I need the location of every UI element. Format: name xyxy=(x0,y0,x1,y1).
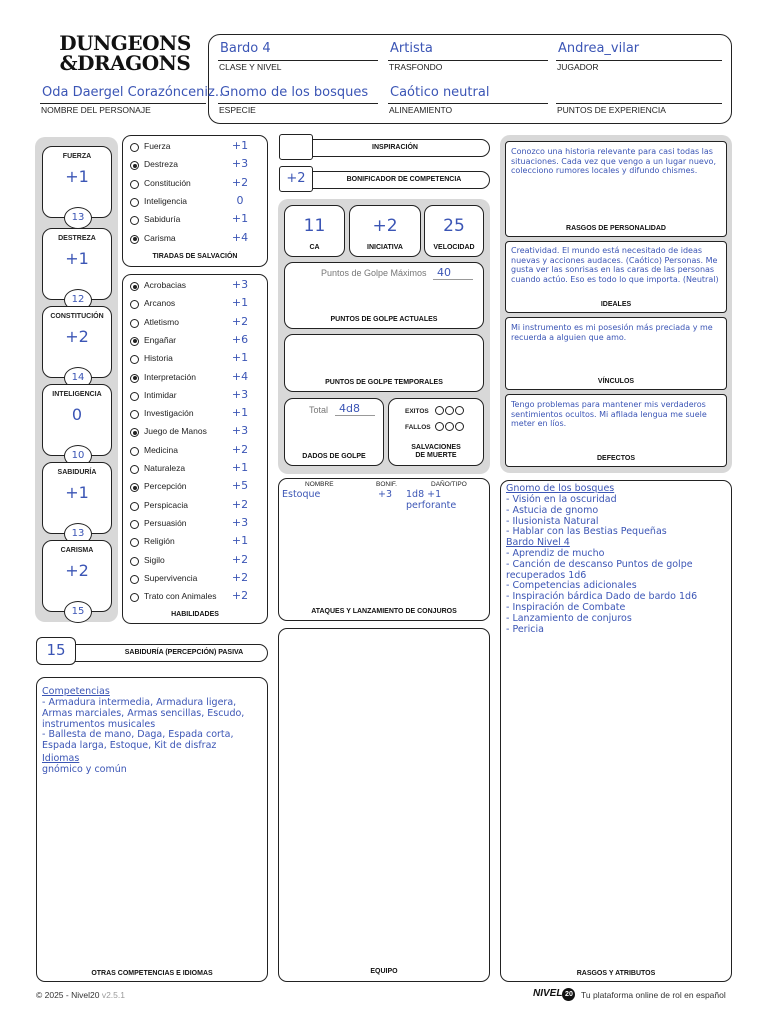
skill-name: Engañar xyxy=(144,334,177,345)
ability-score[interactable]: 13 xyxy=(64,523,92,545)
skill-row[interactable] xyxy=(123,278,267,296)
personality-traits-label: RASGOS DE PERSONALIDAD xyxy=(566,225,666,232)
ability-1[interactable] xyxy=(42,228,112,305)
ideals-text: Creatividad. El mundo está necesitado de ideas nuevas y acciones audaces. (Caótico) Personas. Me gusta ver las sonrisas en las caras de las personas cuando actúo. Eso es todo lo que importa. (Neutral) xyxy=(511,246,720,284)
character-name-label: NOMBRE DEL PERSONAJE xyxy=(41,105,151,115)
character-name-value[interactable]: Oda Daergel Corazónceniz.. xyxy=(42,85,224,100)
skill-proficiency-checkbox[interactable] xyxy=(130,483,139,492)
skill-proficiency-checkbox[interactable] xyxy=(130,374,139,383)
skill-row[interactable] xyxy=(123,498,267,516)
skill-value[interactable]: +1 xyxy=(231,461,249,474)
languages-heading: Idiomas xyxy=(42,753,80,764)
skill-value[interactable]: +1 xyxy=(231,351,249,365)
skill-proficiency-checkbox[interactable] xyxy=(130,593,139,602)
player-label: JUGADOR xyxy=(557,62,599,72)
armor-class-value: 11 xyxy=(303,216,326,236)
skill-proficiency-checkbox[interactable] xyxy=(130,447,139,456)
passive-perception-box[interactable] xyxy=(36,637,76,665)
features-species-list: - Visión en la oscuridad - Astucia de gnomo - Ilusionista Natural - Hablar con las Bestias Pequeñas xyxy=(506,494,667,538)
save-proficiency-checkbox[interactable] xyxy=(130,143,139,152)
skill-value[interactable]: +3 xyxy=(231,278,249,291)
version-text: v2.5.1 xyxy=(101,990,125,1000)
save-row[interactable] xyxy=(123,231,267,249)
skill-row[interactable] xyxy=(123,333,267,351)
proficiency-box[interactable] xyxy=(279,166,313,192)
skill-name: Religión xyxy=(144,536,175,547)
skill-row[interactable] xyxy=(123,461,267,479)
speed-box[interactable] xyxy=(424,205,484,257)
skill-row[interactable] xyxy=(123,351,267,369)
save-proficiency-checkbox[interactable] xyxy=(130,216,139,225)
save-value[interactable]: +3 xyxy=(231,157,249,171)
inspiration-bar xyxy=(300,139,490,157)
skill-name: Supervivencia xyxy=(144,572,198,583)
temp-hp-box[interactable] xyxy=(284,334,484,392)
skill-row[interactable] xyxy=(123,443,267,461)
save-proficiency-checkbox[interactable] xyxy=(130,161,139,170)
skill-name: Medicina xyxy=(144,444,179,455)
skill-row[interactable] xyxy=(123,479,267,497)
skill-value[interactable]: +2 xyxy=(231,552,249,566)
skill-value[interactable]: +2 xyxy=(231,442,249,456)
skill-name: Interpretación xyxy=(144,371,196,382)
ability-name: DESTREZA xyxy=(58,235,96,242)
armor-class-label: CA xyxy=(309,244,320,251)
background-label: TRASFONDO xyxy=(389,62,443,72)
skill-value[interactable]: +3 xyxy=(231,515,249,529)
skill-proficiency-checkbox[interactable] xyxy=(130,410,139,419)
skill-proficiency-checkbox[interactable] xyxy=(130,465,139,474)
ability-score[interactable]: 12 xyxy=(64,289,92,311)
ability-3[interactable] xyxy=(42,384,112,461)
ability-modifier: +2 xyxy=(65,561,89,580)
skill-name: Atletismo xyxy=(144,316,179,327)
brand-text: NIVEL xyxy=(533,988,563,999)
skill-value[interactable]: +2 xyxy=(231,570,249,584)
save-value[interactable]: +2 xyxy=(231,175,249,189)
bonds-label: VÍNCULOS xyxy=(597,378,635,385)
failure-checkbox-3[interactable] xyxy=(455,422,464,431)
ability-name: CARISMA xyxy=(60,547,94,554)
features-title: RASGOS Y ATRIBUTOS xyxy=(576,970,656,977)
hit-dice-total-value[interactable]: 4d8 xyxy=(339,402,360,415)
skill-proficiency-checkbox[interactable] xyxy=(130,337,139,346)
equipment-panel[interactable] xyxy=(278,628,490,982)
ability-modifier: +2 xyxy=(65,327,89,346)
skill-row[interactable] xyxy=(123,388,267,406)
death-saves-successes-label: EXITOS xyxy=(405,408,429,415)
skill-proficiency-checkbox[interactable] xyxy=(130,355,139,364)
current-hp-box[interactable] xyxy=(284,262,484,329)
class-level-value[interactable]: Bardo 4 xyxy=(220,41,271,56)
skill-value[interactable]: +4 xyxy=(231,369,249,383)
attack-row-name[interactable]: Estoque xyxy=(282,489,321,500)
save-proficiency-checkbox[interactable] xyxy=(130,180,139,189)
current-hp-label: PUNTOS DE GOLPE ACTUALES xyxy=(330,316,438,323)
skill-proficiency-checkbox[interactable] xyxy=(130,557,139,566)
alignment-label: ALINEAMIENTO xyxy=(389,105,453,115)
ability-modifier: 0 xyxy=(71,405,83,424)
save-name: Destreza xyxy=(144,159,179,170)
death-saves-label: SALVACIONES DE MUERTE xyxy=(411,444,461,459)
flaws-label: DEFECTOS xyxy=(597,455,635,462)
skill-value[interactable]: +1 xyxy=(231,406,249,420)
max-hp-value[interactable]: 40 xyxy=(437,266,451,279)
alignment-value[interactable]: Caótico neutral xyxy=(390,85,490,100)
skill-name: Perspicacia xyxy=(144,499,188,510)
footer-tagline: Tu plataforma online de rol en español xyxy=(581,990,726,1000)
ability-score[interactable]: 14 xyxy=(64,367,92,389)
skill-row[interactable] xyxy=(123,370,267,388)
save-row[interactable] xyxy=(123,157,267,175)
attacks-title: ATAQUES Y LANZAMIENTO DE CONJUROS xyxy=(311,608,457,615)
features-heading-class: Bardo Nivel 4 xyxy=(506,537,570,548)
skill-proficiency-checkbox[interactable] xyxy=(130,300,139,309)
bonds-box[interactable] xyxy=(505,317,727,390)
skill-proficiency-checkbox[interactable] xyxy=(130,428,139,437)
skill-row[interactable] xyxy=(123,571,267,589)
skill-row[interactable] xyxy=(123,406,267,424)
ability-modifier: +1 xyxy=(65,249,89,268)
skill-name: Historia xyxy=(144,353,173,364)
skill-row[interactable] xyxy=(123,553,267,571)
hit-dice-label: DADOS DE GOLPE xyxy=(302,453,366,460)
skill-name: Investigación xyxy=(144,408,194,419)
death-saves-box xyxy=(388,398,484,466)
skill-row[interactable] xyxy=(123,516,267,534)
skill-proficiency-checkbox[interactable] xyxy=(130,520,139,529)
attack-col-name: NOMBRE xyxy=(305,481,334,488)
ability-name: FUERZA xyxy=(62,153,92,160)
ability-name: SABIDURÍA xyxy=(57,469,97,476)
success-checkbox-3[interactable] xyxy=(455,406,464,415)
ability-name: INTELIGENCIA xyxy=(52,391,102,398)
skills-title: HABILIDADES xyxy=(171,611,219,618)
skill-row[interactable] xyxy=(123,589,267,607)
speed-value: 25 xyxy=(443,216,465,236)
passive-perception-bar xyxy=(60,644,268,662)
skill-proficiency-checkbox[interactable] xyxy=(130,282,139,291)
logo-line1: DUNGEONS xyxy=(59,31,191,55)
footer-brand[interactable] xyxy=(533,988,575,1001)
save-name: Sabiduría xyxy=(144,214,181,225)
skill-name: Naturaleza xyxy=(144,463,186,473)
other-proficiencies-title: OTRAS COMPETENCIAS E IDIOMAS xyxy=(91,970,213,977)
logo-line2: &DRAGONS xyxy=(59,51,191,75)
skill-name: Intimidar xyxy=(144,389,177,400)
speed-label: VELOCIDAD xyxy=(433,244,475,251)
hit-dice-total-label: Total xyxy=(309,405,329,415)
features-class-list: - Aprendiz de mucho - Canción de descanso Puntos de golpe recuperados 1d6 - Competencias adicionales - Inspiración bárdica Dado de bardo 1d6 - Inspiración de Combate - Lanzamiento de conjuros - Pericia xyxy=(506,548,698,635)
species-value[interactable]: Gnomo de los bosques xyxy=(220,85,369,100)
armor-class-box[interactable] xyxy=(284,205,345,257)
saving-throws-title: TIRADAS DE SALVACIÓN xyxy=(152,253,238,260)
failure-checkbox-2[interactable] xyxy=(445,422,454,431)
save-row[interactable] xyxy=(123,176,267,194)
skill-row[interactable] xyxy=(123,315,267,333)
skill-row[interactable] xyxy=(123,424,267,442)
skill-proficiency-checkbox[interactable] xyxy=(130,502,139,511)
proficiency-bar xyxy=(300,171,490,189)
attack-row-bonus[interactable]: +3 xyxy=(378,489,393,500)
save-name: Fuerza xyxy=(144,141,171,151)
save-row[interactable] xyxy=(123,194,267,212)
background-value[interactable]: Artista xyxy=(390,41,433,56)
failure-checkbox-1[interactable] xyxy=(435,422,444,431)
initiative-value: +2 xyxy=(372,216,398,236)
other-proficiencies-heading: Competencias xyxy=(42,686,110,697)
skill-proficiency-checkbox[interactable] xyxy=(130,392,139,401)
hit-dice-box[interactable] xyxy=(284,398,384,466)
other-proficiencies-panel xyxy=(36,677,268,982)
passive-perception-value: 15 xyxy=(46,641,66,659)
skill-proficiency-checkbox[interactable] xyxy=(130,319,139,328)
bonds-text: Mi instrumento es mi posesión más preciada y me recuerda a alguien que amo. xyxy=(511,323,716,342)
save-row[interactable] xyxy=(123,212,267,230)
success-checkbox-2[interactable] xyxy=(445,406,454,415)
equipment-title: EQUIPO xyxy=(370,968,398,975)
skill-name: Sigilo xyxy=(144,554,165,565)
skill-value[interactable]: +6 xyxy=(231,332,249,346)
class-level-label: CLASE Y NIVEL xyxy=(219,62,282,72)
proficiency-label: BONIFICADOR DE COMPETENCIA xyxy=(346,176,462,183)
attacks-panel xyxy=(278,478,490,621)
languages-text[interactable]: gnómico y común xyxy=(42,764,127,775)
success-checkbox-1[interactable] xyxy=(435,406,444,415)
proficiency-value: +2 xyxy=(286,171,306,186)
save-value[interactable]: +1 xyxy=(231,212,249,226)
ability-0[interactable] xyxy=(42,146,112,223)
flaws-box[interactable] xyxy=(505,394,727,467)
ideals-label: IDEALES xyxy=(600,301,632,308)
initiative-box[interactable] xyxy=(349,205,421,257)
inspiration-box[interactable] xyxy=(279,134,313,160)
skill-value[interactable]: +2 xyxy=(231,314,249,328)
copyright-text: © 2025 - Nivel20 xyxy=(36,990,100,1000)
skill-value[interactable]: +3 xyxy=(231,387,249,401)
skill-value[interactable]: +5 xyxy=(231,479,249,493)
save-proficiency-checkbox[interactable] xyxy=(130,198,139,207)
ability-modifier: +1 xyxy=(65,167,89,186)
inspiration-label: INSPIRACIÓN xyxy=(372,144,418,151)
skill-row[interactable] xyxy=(123,296,267,314)
skill-name: Percepción xyxy=(144,481,187,492)
ability-5[interactable] xyxy=(42,540,112,617)
player-value[interactable]: Andrea_vilar xyxy=(558,41,640,56)
flaws-text: Tengo problemas para mantener mis verdaderos sentimientos ocultos. Mi afilada lengua me suele meter en líos. xyxy=(511,400,710,428)
death-saves-failures-label: FALLOS xyxy=(405,424,431,431)
ability-2[interactable] xyxy=(42,306,112,383)
max-hp-label: Puntos de Golpe Máximos xyxy=(321,268,427,278)
skill-name: Trato con Animales xyxy=(144,591,217,602)
skill-proficiency-checkbox[interactable] xyxy=(130,538,139,547)
saving-throws-panel xyxy=(122,135,268,267)
species-label: ESPECIE xyxy=(219,105,256,115)
personality-traits-text: Conozco una historia relevante para casi todas las situaciones. Cada vez que vengo a un lugar nuevo, colecciono rumores locales y difundo chismes. xyxy=(511,147,719,175)
skill-value[interactable]: +2 xyxy=(231,497,249,511)
skill-name: Arcanos xyxy=(144,298,176,309)
initiative-label: INICIATIVA xyxy=(367,244,403,251)
footer-copyright xyxy=(36,990,125,1000)
skill-name: Persuasión xyxy=(144,517,187,528)
ability-score[interactable]: 13 xyxy=(64,207,92,229)
skill-row[interactable] xyxy=(123,534,267,552)
other-proficiencies-text[interactable]: - Armadura intermedia, Armadura ligera, Armas marciales, Armas sencillas, Escudo, instrumentos musicales - Ballesta de mano, Daga, Espada corta, Espada larga, Estoque, Kit de disfraz xyxy=(42,697,245,752)
ability-score[interactable]: 15 xyxy=(64,601,92,623)
skills-panel xyxy=(122,274,268,624)
save-row[interactable] xyxy=(123,139,267,157)
ability-name: CONSTITUCIÓN xyxy=(50,313,104,320)
save-name: Carisma xyxy=(144,232,176,243)
skill-value[interactable]: +3 xyxy=(231,424,249,438)
personality-traits-box[interactable] xyxy=(505,141,727,237)
skill-value[interactable]: +1 xyxy=(231,534,249,548)
skill-name: Juego de Manos xyxy=(144,426,207,437)
xp-label: PUNTOS DE EXPERIENCIA xyxy=(557,105,666,115)
skill-proficiency-checkbox[interactable] xyxy=(130,575,139,584)
temp-hp-label: PUNTOS DE GOLPE TEMPORALES xyxy=(325,379,443,386)
save-value[interactable]: 0 xyxy=(236,193,244,207)
skill-name: Acrobacias xyxy=(144,280,187,290)
features-heading-species: Gnomo de los bosques xyxy=(506,483,615,494)
ability-score[interactable]: 10 xyxy=(64,445,92,467)
save-value[interactable]: +4 xyxy=(231,230,249,244)
save-proficiency-checkbox[interactable] xyxy=(130,235,139,244)
ideals-box[interactable] xyxy=(505,241,727,313)
features-panel[interactable] xyxy=(500,480,732,982)
ability-4[interactable] xyxy=(42,462,112,539)
attack-row-damage[interactable]: 1d8 +1 perforante xyxy=(406,489,457,511)
skill-value[interactable]: +2 xyxy=(231,589,249,603)
attack-col-damage: DAÑO/TIPO xyxy=(431,481,467,488)
dnd-logo xyxy=(50,33,200,77)
skill-value[interactable]: +1 xyxy=(231,296,249,310)
passive-perception-label: SABIDURÍA (PERCEPCIÓN) PASIVA xyxy=(124,649,244,656)
brand-number: 20 xyxy=(562,988,575,1001)
save-name: Constitución xyxy=(144,177,191,188)
save-value[interactable]: +1 xyxy=(231,139,249,152)
save-name: Inteligencia xyxy=(144,195,188,206)
attack-col-bonus: BONIF. xyxy=(376,481,397,488)
ability-modifier: +1 xyxy=(65,483,89,502)
